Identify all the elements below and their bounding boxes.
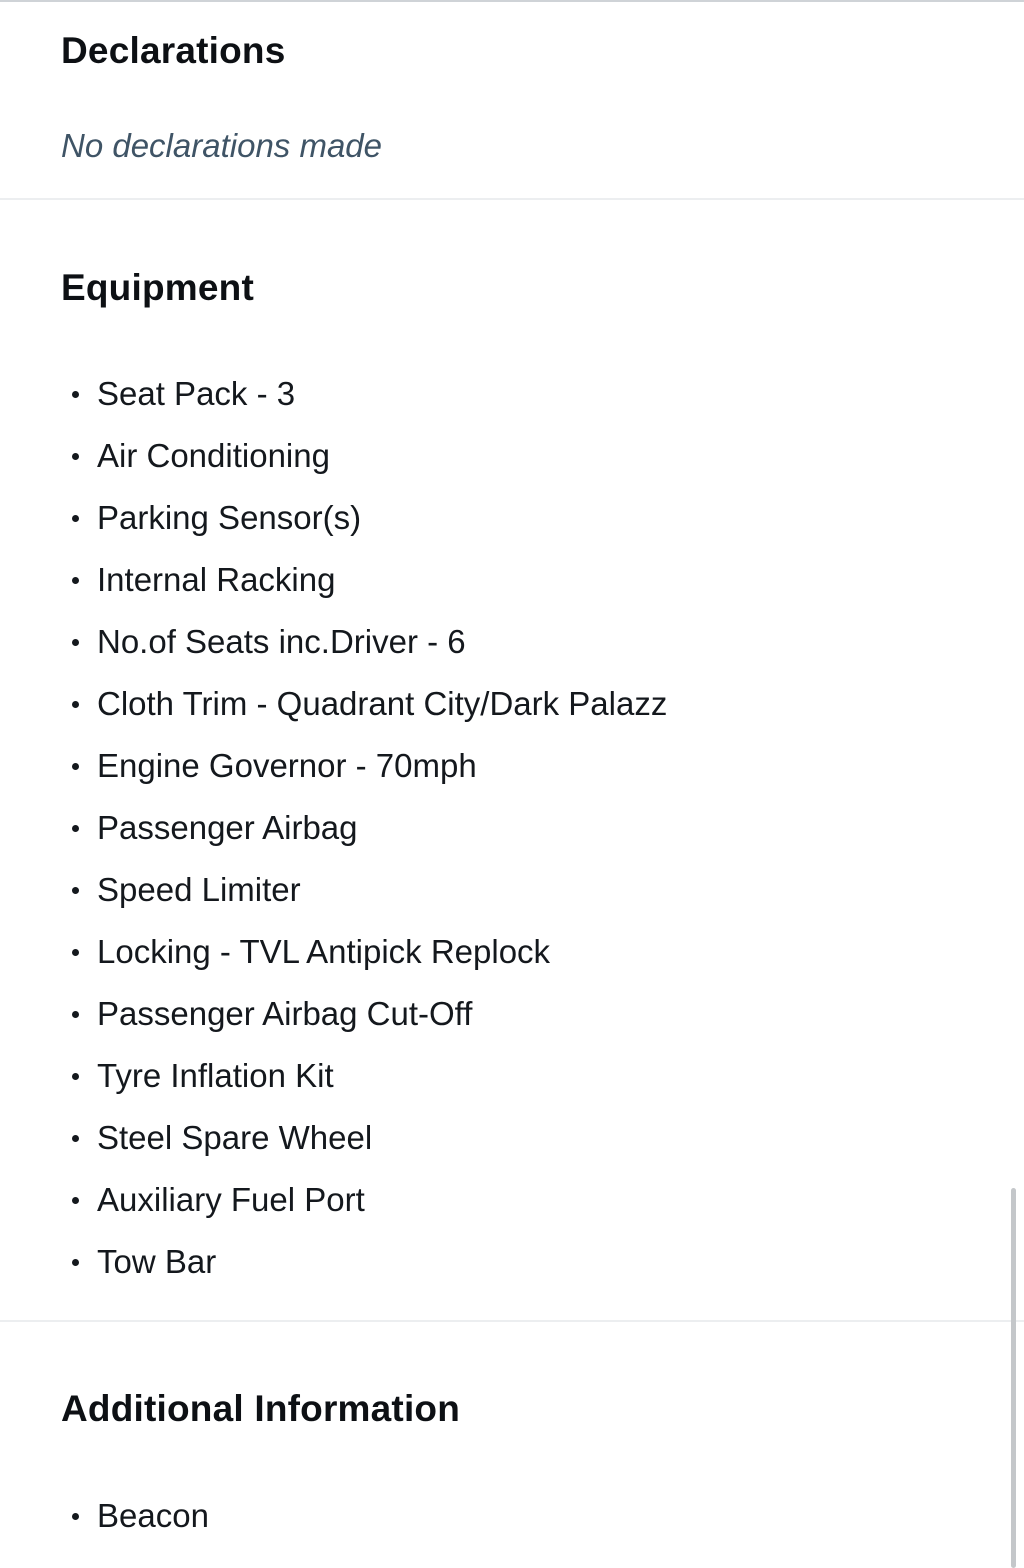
equipment-item-label: Tyre Inflation Kit (97, 1057, 334, 1094)
bullet-icon (72, 515, 79, 522)
equipment-item-label: Steel Spare Wheel (97, 1119, 373, 1156)
declarations-empty-text: No declarations made (61, 127, 383, 164)
bullet-icon (72, 1259, 79, 1266)
equipment-item-label: Cloth Trim - Quadrant City/Dark Palazz (97, 685, 668, 722)
additional-information-item-label: Beacon (97, 1497, 209, 1534)
equipment-item-label: Auxiliary Fuel Port (97, 1181, 365, 1218)
equipment-item-label: Tow Bar (97, 1243, 217, 1280)
additional-information-section (0, 1322, 1024, 1568)
equipment-item-label: Air Conditioning (97, 437, 330, 474)
additional-information-heading: Additional Information (61, 1388, 461, 1429)
bullet-icon (72, 701, 79, 708)
declarations-heading: Declarations (61, 30, 286, 71)
equipment-item-label: Passenger Airbag Cut-Off (97, 995, 473, 1032)
bullet-icon (72, 887, 79, 894)
equipment-item-label: Engine Governor - 70mph (97, 747, 477, 784)
bullet-icon (72, 639, 79, 646)
bullet-icon (72, 1073, 79, 1080)
equipment-item-label: Speed Limiter (97, 871, 301, 908)
equipment-item-label: Parking Sensor(s) (97, 499, 362, 536)
vertical-scrollbar[interactable] (1011, 1188, 1016, 1568)
declarations-section (0, 0, 1024, 200)
equipment-item-label: Seat Pack - 3 (97, 375, 296, 412)
bullet-icon (72, 763, 79, 770)
bullet-icon (72, 1197, 79, 1204)
equipment-section (0, 200, 1024, 1320)
equipment-heading: Equipment (61, 267, 254, 308)
equipment-item-label: No.of Seats inc.Driver - 6 (97, 623, 466, 660)
bullet-icon (72, 949, 79, 956)
equipment-item-label: Passenger Airbag (97, 809, 358, 846)
equipment-item-label: Locking - TVL Antipick Replock (97, 933, 551, 970)
bullet-icon (72, 453, 79, 460)
bullet-icon (72, 1011, 79, 1018)
bullet-icon (72, 1513, 79, 1520)
equipment-item-label: Internal Racking (97, 561, 336, 598)
bullet-icon (72, 1135, 79, 1142)
bullet-icon (72, 391, 79, 398)
bullet-icon (72, 577, 79, 584)
bullet-icon (72, 825, 79, 832)
